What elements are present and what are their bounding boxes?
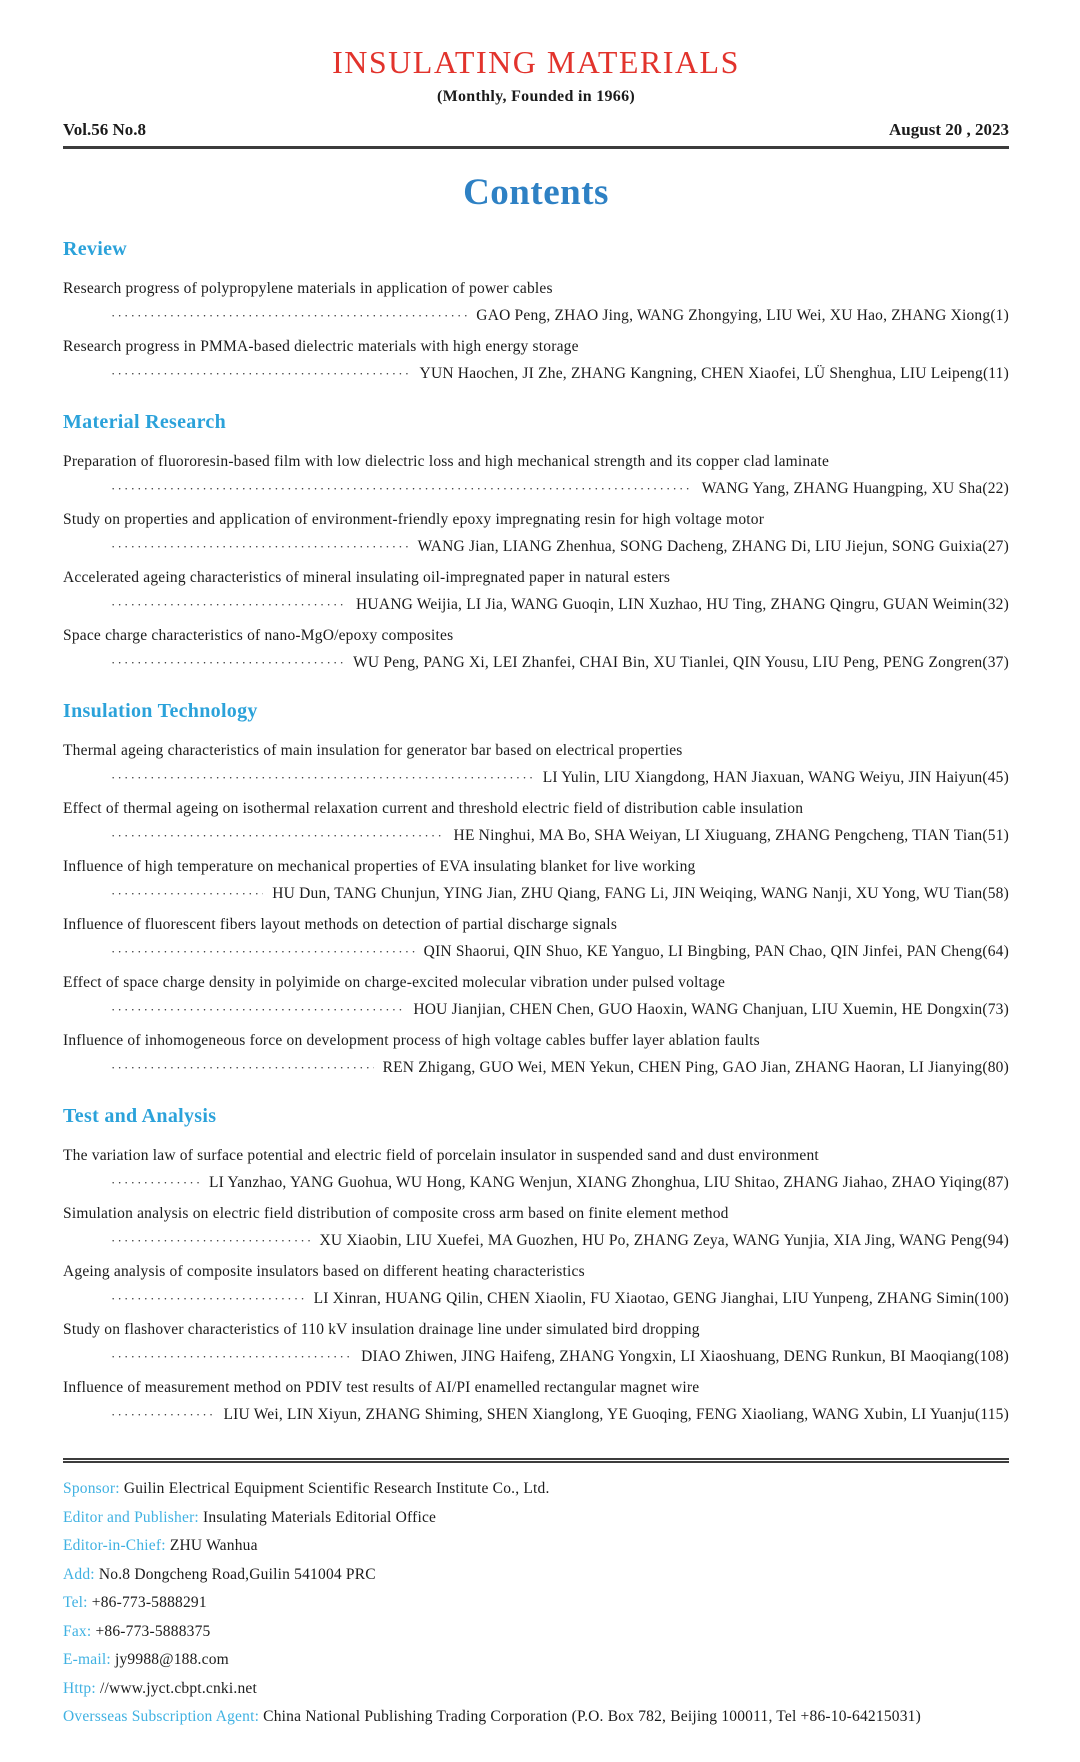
- dot-leader: [111, 1169, 200, 1196]
- footer-label: Oversseas Subscription Agent:: [63, 1708, 260, 1725]
- article-title: Study on properties and application of environment-friendly epoxy impregnating resin for high voltage motor: [63, 511, 765, 528]
- toc-entry: [63, 1200, 1009, 1254]
- article-title: Ageing analysis of composite insulators based on different heating characteristics: [63, 1263, 585, 1280]
- toc-entry: [63, 506, 1009, 560]
- entry-authors-line: [63, 938, 1009, 965]
- dot-leader: [111, 1285, 305, 1312]
- footer-value: Guilin Electrical Equipment Scientific Research Institute Co., Ltd.: [123, 1480, 550, 1497]
- footer-label: Editor and Publisher:: [63, 1508, 199, 1526]
- toc-entry: [63, 969, 1009, 1023]
- journal-title: INSULATING MATERIALS: [332, 44, 740, 80]
- article-authors: WANG Yang, ZHANG Huangping, XU Sha(22): [701, 480, 1009, 497]
- article-title: The variation law of surface potential and electric field of porcelain insulator in suspended sand and dust environment: [63, 1147, 819, 1164]
- article-title: Space charge characteristics of nano-MgO/epoxy composites: [63, 627, 454, 644]
- entry-authors-line: [63, 360, 1009, 387]
- entry-authors-line: [63, 880, 1009, 907]
- footer-divider: [63, 1458, 1009, 1463]
- footer-value: +86-773-5888375: [95, 1622, 211, 1640]
- footer-row-editor-publisher: [63, 1504, 1009, 1533]
- toc-entry: [63, 1374, 1009, 1428]
- contents-title: Contents: [463, 172, 609, 213]
- dot-leader: [111, 591, 347, 618]
- footer-value: +86-773-5888291: [91, 1594, 207, 1611]
- dot-leader: [111, 880, 263, 907]
- article-title: Effect of thermal ageing on isothermal relaxation current and threshold electric field of distribution cable insulation: [63, 800, 804, 817]
- section-review: [63, 238, 1009, 387]
- footer-label: Editor-in-Chief:: [63, 1537, 166, 1554]
- journal-subtitle: (Monthly, Founded in 1966): [436, 88, 636, 105]
- article-authors: QIN Shaorui, QIN Shuo, KE Yanguo, LI Bingbing, PAN Chao, QIN Jinfei, PAN Cheng(64): [423, 943, 1009, 960]
- article-title: Effect of space charge density in polyimide on charge-excited molecular vibration under pulsed voltage: [63, 974, 726, 991]
- footer-value: Insulating Materials Editorial Office: [203, 1508, 437, 1526]
- footer-row-overseas-agent: [63, 1703, 1009, 1732]
- toc-entry: [63, 622, 1009, 676]
- toc-entry: [63, 1316, 1009, 1370]
- footer-label: Sponsor:: [63, 1480, 120, 1497]
- footer-label: Fax:: [63, 1622, 92, 1640]
- entry-authors-line: [63, 764, 1009, 791]
- entry-authors-line: [63, 1227, 1009, 1254]
- dot-leader: [111, 1401, 215, 1428]
- dot-leader: [111, 302, 467, 329]
- article-title: Accelerated ageing characteristics of mineral insulating oil-impregnated paper in natural esters: [63, 569, 671, 586]
- footer-row-address: [63, 1561, 1009, 1590]
- entry-authors-line: [63, 1401, 1009, 1428]
- toc-entry: [63, 911, 1009, 965]
- article-title: Simulation analysis on electric field distribution of composite cross arm based on finite element method: [63, 1205, 729, 1222]
- article-authors: HOU Jianjian, CHEN Chen, GUO Haoxin, WANG Chanjuan, LIU Xuemin, HE Dongxin(73): [413, 1001, 1009, 1018]
- footer-value: //www.jyct.cbpt.cnki.net: [99, 1679, 257, 1697]
- toc-entry: [63, 737, 1009, 791]
- toc-entry: [63, 853, 1009, 907]
- dot-leader: [111, 1054, 374, 1081]
- issue-date: August 20 , 2023: [889, 120, 1009, 139]
- dot-leader: [111, 533, 409, 560]
- article-title: Influence of high temperature on mechanical properties of EVA insulating blanket for live working: [63, 858, 696, 875]
- dot-leader: [111, 1227, 311, 1254]
- article-authors: XU Xiaobin, LIU Xuefei, MA Guozhen, HU Po, ZHANG Zeya, WANG Yunjia, XIA Jing, WANG Peng(94): [319, 1232, 1009, 1249]
- entry-authors-line: [63, 302, 1009, 329]
- article-title: Research progress in PMMA-based dielectric materials with high energy storage: [63, 338, 579, 355]
- toc-entry: [63, 564, 1009, 618]
- toc-entry: [63, 333, 1009, 387]
- section-heading: Test and Analysis: [63, 1105, 217, 1127]
- footer-row-editor-in-chief: [63, 1532, 1009, 1561]
- section-test-and-analysis: [63, 1105, 1009, 1428]
- section-heading: Review: [63, 238, 127, 260]
- entry-authors-line: [63, 996, 1009, 1023]
- dot-leader: [111, 822, 445, 849]
- footer-value: jy9988@188.com: [114, 1651, 229, 1668]
- article-authors: GAO Peng, ZHAO Jing, WANG Zhongying, LIU Wei, XU Hao, ZHANG Xiong(1): [476, 307, 1009, 324]
- entry-authors-line: [63, 1343, 1009, 1370]
- footer-label: Tel:: [63, 1594, 88, 1611]
- entry-authors-line: [63, 533, 1009, 560]
- footer-label: Add:: [63, 1565, 95, 1583]
- toc-entry: [63, 275, 1009, 329]
- dot-leader: [111, 996, 404, 1023]
- article-title: Influence of fluorescent fibers layout methods on detection of partial discharge signals: [63, 916, 618, 933]
- section-material-research: [63, 411, 1009, 676]
- article-authors: REN Zhigang, GUO Wei, MEN Yekun, CHEN Ping, GAO Jian, ZHANG Haoran, LI Jianying(80): [382, 1059, 1009, 1076]
- toc-entry: [63, 1027, 1009, 1081]
- footer-row-tel: [63, 1589, 1009, 1618]
- section-heading: Insulation Technology: [63, 700, 258, 722]
- section-insulation-technology: [63, 700, 1009, 1081]
- toc-entry: [63, 795, 1009, 849]
- footer-row-fax: [63, 1618, 1009, 1647]
- footer-value: ZHU Wanhua: [169, 1537, 258, 1554]
- entry-authors-line: [63, 475, 1009, 502]
- article-title: Research progress of polypropylene materials in application of power cables: [63, 280, 553, 297]
- article-authors: WANG Jian, LIANG Zhenhua, SONG Dacheng, ZHANG Di, LIU Jiejun, SONG Guixia(27): [417, 538, 1009, 555]
- section-heading: Material Research: [63, 411, 227, 433]
- article-title: Study on flashover characteristics of 110 kV insulation drainage line under simulated bird dropping: [63, 1321, 700, 1338]
- article-authors: HE Ninghui, MA Bo, SHA Weiyan, LI Xiuguang, ZHANG Pengcheng, TIAN Tian(51): [453, 827, 1009, 844]
- article-authors: LI Yulin, LIU Xiangdong, HAN Jiaxuan, WANG Weiyu, JIN Haiyun(45): [542, 769, 1009, 786]
- article-authors: WU Peng, PANG Xi, LEI Zhanfei, CHAI Bin, XU Tianlei, QIN Yousu, LIU Peng, PENG Zongren(37): [353, 654, 1009, 671]
- article-title: Preparation of fluororesin-based film with low dielectric loss and high mechanical strength and its copper clad laminate: [63, 453, 830, 470]
- article-title: Influence of inhomogeneous force on development process of high voltage cables buffer layer ablation faults: [63, 1032, 760, 1049]
- article-title: Thermal ageing characteristics of main insulation for generator bar based on electrical properties: [63, 742, 683, 759]
- dot-leader: [111, 475, 693, 502]
- page-header: [63, 44, 1009, 149]
- entry-authors-line: [63, 591, 1009, 618]
- entry-authors-line: [63, 1054, 1009, 1081]
- article-authors: YUN Haochen, JI Zhe, ZHANG Kangning, CHEN Xiaofei, LÜ Shenghua, LIU Leipeng(11): [419, 365, 1009, 382]
- entry-authors-line: [63, 1169, 1009, 1196]
- article-authors: HU Dun, TANG Chunjun, YING Jian, ZHU Qiang, FANG Li, JIN Weiqing, WANG Nanji, XU Yong, WU Tian(58): [272, 885, 1009, 902]
- article-authors: LI Xinran, HUANG Qilin, CHEN Xiaolin, FU Xiaotao, GENG Jianghai, LIU Yunpeng, ZHANG Simin(100): [313, 1290, 1009, 1307]
- article-authors: LIU Wei, LIN Xiyun, ZHANG Shiming, SHEN Xianglong, YE Guoqing, FENG Xiaoliang, WANG Xubin, LI Yuanju(115): [223, 1406, 1009, 1423]
- footer-value: No.8 Dongcheng Road,Guilin 541004 PRC: [98, 1565, 376, 1583]
- entry-authors-line: [63, 649, 1009, 676]
- footer-row-sponsor: [63, 1475, 1009, 1504]
- footer-value: China National Publishing Trading Corporation (P.O. Box 782, Beijing 100011, Tel +86-10-64215031): [263, 1708, 921, 1725]
- dot-leader: [111, 649, 344, 676]
- toc-entry: [63, 448, 1009, 502]
- dot-leader: [111, 938, 415, 965]
- dot-leader: [111, 1343, 352, 1370]
- dot-leader: [111, 360, 411, 387]
- footer-label: E-mail:: [63, 1651, 111, 1668]
- dot-leader: [111, 764, 534, 791]
- publication-info: [63, 1475, 1009, 1732]
- article-authors: LI Yanzhao, YANG Guohua, WU Hong, KANG Wenjun, XIANG Zhonghua, LIU Shitao, ZHANG Jiahao, ZHAO Yiqing(87): [208, 1174, 1009, 1191]
- article-title: Influence of measurement method on PDIV test results of AI/PI enamelled rectangular magnet wire: [63, 1379, 700, 1396]
- footer-row-email: [63, 1646, 1009, 1675]
- article-authors: DIAO Zhiwen, JING Haifeng, ZHANG Yongxin, LI Xiaoshuang, DENG Runkun, BI Maoqiang(108): [361, 1348, 1009, 1365]
- entry-authors-line: [63, 1285, 1009, 1312]
- volume-date-row: [63, 120, 1009, 149]
- entry-authors-line: [63, 822, 1009, 849]
- volume-number: Vol.56 No.8: [63, 120, 146, 139]
- article-authors: HUANG Weijia, LI Jia, WANG Guoqin, LIN Xuzhao, HU Ting, ZHANG Qingru, GUAN Weimin(32): [356, 596, 1009, 613]
- footer-label: Http:: [63, 1679, 96, 1697]
- toc-entry: [63, 1142, 1009, 1196]
- footer-row-http: [63, 1675, 1009, 1704]
- toc-entry: [63, 1258, 1009, 1312]
